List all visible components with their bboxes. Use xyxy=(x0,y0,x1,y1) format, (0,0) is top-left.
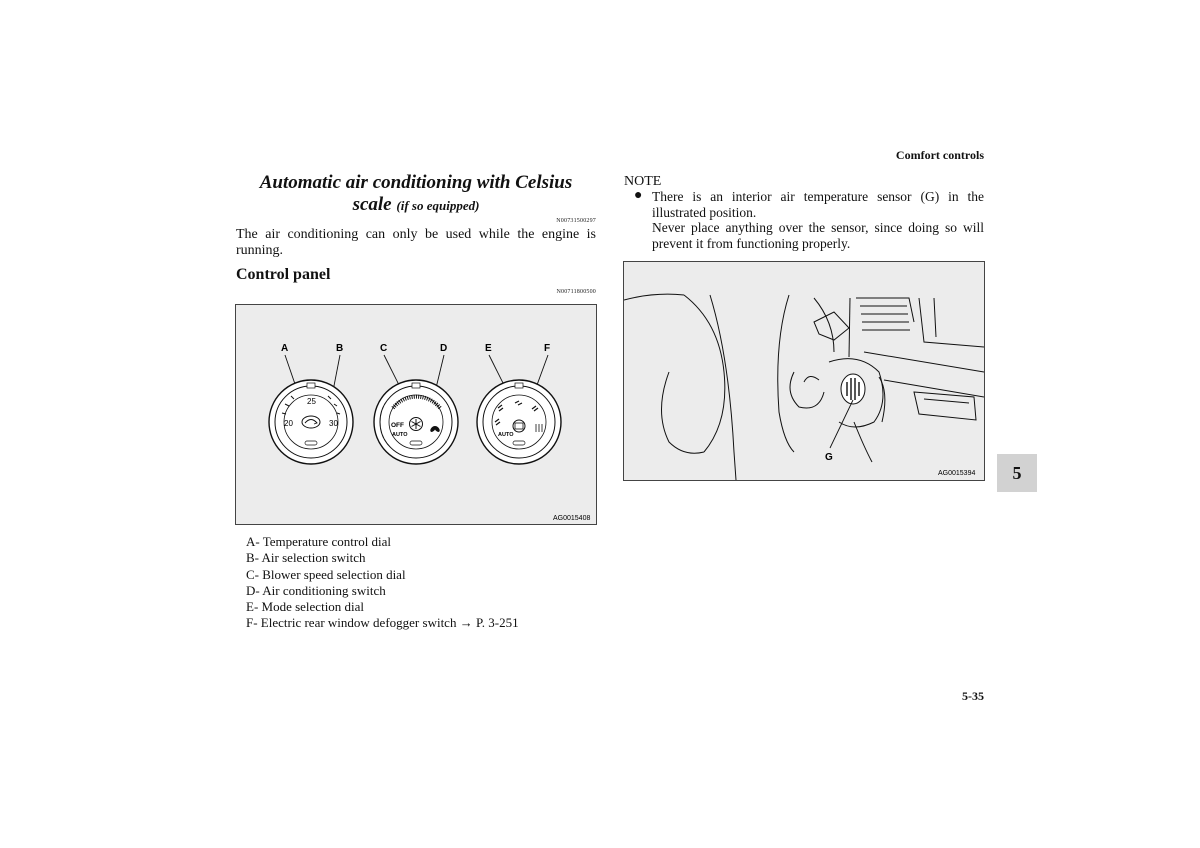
figure-id-right: AG0015394 xyxy=(938,470,976,477)
section-title xyxy=(236,172,596,217)
control-panel-heading: Control panel xyxy=(236,266,331,283)
note-label: NOTE xyxy=(624,174,662,189)
snowflake-icon xyxy=(410,418,423,431)
legend-item-f: F- Electric rear window defogger switch → P. 3-251 xyxy=(246,615,519,631)
legend-item-d: D- Air conditioning switch xyxy=(246,582,386,598)
letter-b: B xyxy=(336,343,344,354)
auto-label-c: AUTO xyxy=(392,432,408,438)
title-line-1: Automatic air conditioning with Celsius xyxy=(259,172,573,193)
leader-line-g xyxy=(830,400,853,448)
legend-item-c: C- Blower speed selection dial xyxy=(246,566,406,582)
letter-a: A xyxy=(281,343,289,354)
title-scale-word: scale xyxy=(352,194,392,215)
note-bullet-2: Never place anything over the sensor, since doing so will prevent it from functioning properly. xyxy=(652,220,984,251)
control-panel-figure xyxy=(235,304,597,525)
sensor-grille-icon xyxy=(841,374,865,404)
dashboard-lines xyxy=(624,294,984,480)
legend-list xyxy=(246,534,606,632)
running-header: Comfort controls xyxy=(895,148,984,162)
letter-d: D xyxy=(440,343,448,354)
note-bullet-1: There is an interior air temperature sensor (G) in the illustrated position. xyxy=(652,189,984,220)
legend-item-a: A- Temperature control dial xyxy=(246,534,392,549)
intro-paragraph: The air conditioning can only be used while the engine is running. xyxy=(236,227,596,258)
letter-g: G xyxy=(825,452,833,463)
reference-code-1: N00731500297 xyxy=(556,218,596,224)
temperature-dial xyxy=(269,380,353,464)
control-panel-illustration xyxy=(236,305,596,524)
temp-20: 20 xyxy=(284,419,293,428)
figure-id-left: AG0015408 xyxy=(553,515,591,522)
blower-dial xyxy=(374,380,458,464)
reference-code-2: N00711800500 xyxy=(556,289,596,295)
off-label: OFF xyxy=(391,422,404,429)
legend-item-e: E- Mode selection dial xyxy=(246,599,365,615)
title-line-2 xyxy=(236,194,596,217)
mode-dial xyxy=(477,380,561,464)
page-number: 5-35 xyxy=(962,689,984,703)
bullet-dot-icon: ● xyxy=(634,188,643,203)
temp-25: 25 xyxy=(307,397,316,406)
sensor-illustration xyxy=(624,262,984,480)
chapter-tab: 5 xyxy=(997,454,1037,492)
title-qualifier: (if so equipped) xyxy=(396,198,480,213)
temp-30: 30 xyxy=(329,419,338,428)
letter-c: C xyxy=(380,343,388,354)
letter-f: F xyxy=(544,343,551,354)
sensor-location-figure xyxy=(623,261,985,481)
letter-e: E xyxy=(485,343,492,354)
recirculation-icon xyxy=(302,416,320,428)
auto-label-e: AUTO xyxy=(498,432,514,438)
legend-item-b: B- Air selection switch xyxy=(246,550,366,566)
